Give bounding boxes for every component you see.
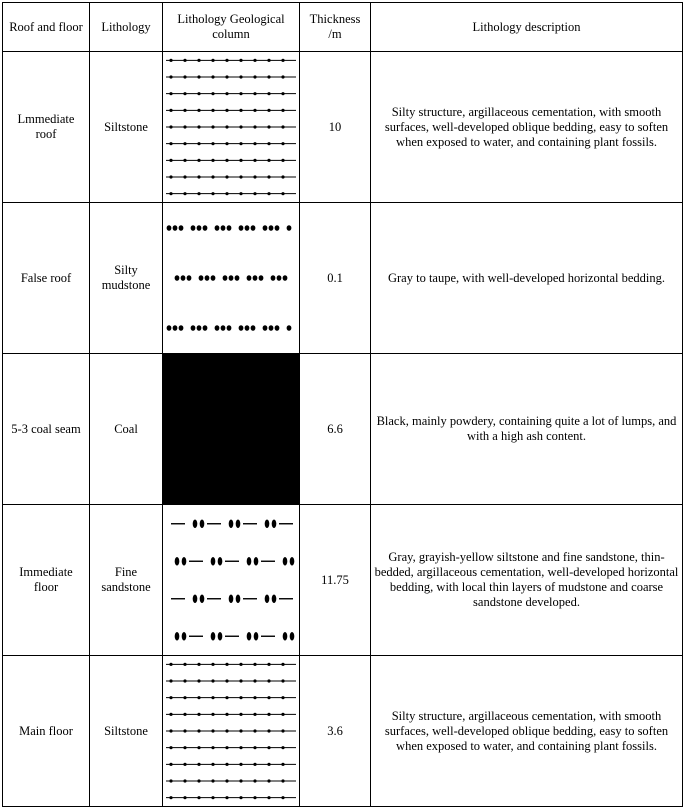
mudstone-dot — [191, 225, 196, 231]
siltstone-dot — [211, 679, 214, 682]
siltstone-dot — [225, 59, 228, 62]
siltstone-dot — [253, 125, 256, 128]
siltstone-dot — [281, 142, 284, 145]
roof-floor-cell: 5-3 coal seam — [3, 354, 90, 505]
siltstone-dot — [169, 175, 172, 178]
siltstone-dot — [225, 746, 228, 749]
siltstone-dot — [183, 142, 186, 145]
siltstone-dot — [211, 729, 214, 732]
siltstone-dot — [253, 92, 256, 95]
siltstone-dot — [211, 763, 214, 766]
siltstone-dot — [169, 59, 172, 62]
siltstone-dot — [267, 696, 270, 699]
siltstone-dot — [183, 713, 186, 716]
siltstone-dot — [267, 175, 270, 178]
description-cell: Silty structure, argillaceous cementation, with smooth surfaces, well-developed oblique bedding, easy to soften when exposed to water, and containing plant fossils. — [371, 52, 683, 203]
mudstone-dot — [227, 325, 232, 331]
siltstone-dot — [239, 679, 242, 682]
roof-floor-cell: Immediate floor — [3, 505, 90, 656]
siltstone-dot — [225, 92, 228, 95]
siltstone-dot — [211, 779, 214, 782]
siltstone-dot — [225, 109, 228, 112]
mudstone-dot — [199, 275, 204, 281]
siltstone-dot — [239, 746, 242, 749]
siltstone-dot — [281, 175, 284, 178]
siltstone-dot — [197, 175, 200, 178]
siltstone-dot — [239, 175, 242, 178]
mudstone-dot — [215, 225, 220, 231]
siltstone-dot — [197, 192, 200, 195]
sandstone-grain — [247, 632, 252, 641]
siltstone-dot — [197, 729, 200, 732]
siltstone-dot — [211, 796, 214, 799]
mudstone-dot — [259, 275, 264, 281]
siltstone-dot — [225, 729, 228, 732]
coal-pattern — [163, 354, 299, 504]
siltstone-dot — [267, 159, 270, 162]
siltstone-dot — [267, 746, 270, 749]
sandstone-grain — [200, 594, 205, 603]
siltstone-dot — [211, 75, 214, 78]
geological-column-cell — [163, 52, 300, 203]
siltstone-dot — [197, 663, 200, 666]
header-row — [3, 3, 683, 52]
sandstone-grain — [247, 557, 252, 566]
siltstone-dot — [253, 729, 256, 732]
siltstone-dot — [225, 713, 228, 716]
thickness-cell: 11.75 — [300, 505, 371, 656]
mudstone-dot — [179, 225, 184, 231]
siltstone-dot — [169, 125, 172, 128]
sandstone-grain — [229, 519, 234, 528]
sandstone-grain — [182, 632, 187, 641]
header-description: Lithology description — [371, 3, 683, 52]
geological-column-cell — [163, 203, 300, 354]
siltstone-dot — [225, 159, 228, 162]
mudstone-dot — [197, 325, 202, 331]
mudstone-dot — [191, 325, 196, 331]
coal-fill — [163, 354, 299, 504]
siltstone-dot — [183, 679, 186, 682]
siltstone-dot — [169, 729, 172, 732]
siltstone-dot — [239, 75, 242, 78]
siltstone-dot — [267, 192, 270, 195]
siltstone-dot — [169, 746, 172, 749]
table-row — [3, 203, 683, 354]
siltstone-dot — [225, 175, 228, 178]
siltstone-dot — [183, 159, 186, 162]
sandstone-grain — [200, 519, 205, 528]
siltstone-dot — [211, 125, 214, 128]
mudstone-dot — [277, 275, 282, 281]
sandstone-grain — [229, 594, 234, 603]
sandstone-grain — [182, 557, 187, 566]
siltstone-dot — [239, 696, 242, 699]
mudstone-dot — [187, 275, 192, 281]
siltstone-dot — [267, 779, 270, 782]
thickness-cell: 3.6 — [300, 656, 371, 807]
sandstone-grain — [283, 557, 288, 566]
siltstone-dot — [253, 779, 256, 782]
siltstone-dot — [253, 796, 256, 799]
thickness-cell: 10 — [300, 52, 371, 203]
siltstone-dot — [281, 92, 284, 95]
lithology-table — [2, 2, 683, 807]
mudstone-dot — [173, 225, 178, 231]
geological-column-cell — [163, 656, 300, 807]
siltstone-dot — [225, 75, 228, 78]
siltstone-dot — [281, 679, 284, 682]
sandstone-grain — [254, 557, 259, 566]
mudstone-dot — [211, 275, 216, 281]
mudstone-dot — [173, 325, 178, 331]
sandstone-grain — [211, 632, 216, 641]
sandstone-grain — [265, 594, 270, 603]
mudstone-dot — [239, 225, 244, 231]
siltstone-dot — [169, 696, 172, 699]
siltstone-dot — [169, 796, 172, 799]
siltstone-dot — [169, 763, 172, 766]
siltstone-dot — [183, 763, 186, 766]
lithology-cell: Silty mudstone — [90, 203, 163, 354]
siltstone-dot — [225, 192, 228, 195]
siltstone-dot — [253, 763, 256, 766]
siltstone-dot — [197, 746, 200, 749]
mudstone-dot — [223, 275, 228, 281]
siltstone-dot — [267, 109, 270, 112]
siltstone-dot — [197, 125, 200, 128]
mudstone-dot — [215, 325, 220, 331]
fine-sandstone-pattern — [163, 505, 299, 655]
siltstone-dot — [281, 696, 284, 699]
mudstone-dot — [179, 325, 184, 331]
siltstone-dot — [211, 109, 214, 112]
siltstone-pattern — [163, 52, 299, 202]
mudstone-dot — [263, 325, 268, 331]
siltstone-dot — [225, 763, 228, 766]
siltstone-dot — [267, 75, 270, 78]
header-column: Lithology Geological column — [163, 3, 300, 52]
sandstone-grain — [218, 632, 223, 641]
header-roof-floor: Roof and floor — [3, 3, 90, 52]
mudstone-dot — [275, 225, 280, 231]
mudstone-dot — [275, 325, 280, 331]
thickness-cell: 0.1 — [300, 203, 371, 354]
siltstone-dot — [239, 142, 242, 145]
siltstone-dot — [169, 663, 172, 666]
siltstone-dot — [169, 159, 172, 162]
siltstone-dot — [239, 125, 242, 128]
mudstone-dot — [245, 225, 250, 231]
siltstone-dot — [267, 679, 270, 682]
description-cell: Gray, grayish-yellow siltstone and fine sandstone, thin-bedded, argillaceous cementation, well-developed horizontal bedding, with local thin layers of mudstone and coarse sandstone developed. — [371, 505, 683, 656]
description-cell: Silty structure, argillaceous cementation, with smooth surfaces, well-developed oblique bedding, easy to soften when exposed to water, and containing plant fossils. — [371, 656, 683, 807]
siltstone-dot — [239, 763, 242, 766]
siltstone-dot — [169, 75, 172, 78]
siltstone-dot — [267, 713, 270, 716]
siltstone-dot — [239, 59, 242, 62]
geological-column-cell — [163, 354, 300, 505]
mudstone-dot — [263, 225, 268, 231]
siltstone-dot — [239, 663, 242, 666]
siltstone-dot — [253, 159, 256, 162]
thickness-cell: 6.6 — [300, 354, 371, 505]
siltstone-dot — [183, 109, 186, 112]
siltstone-dot — [267, 729, 270, 732]
siltstone-dot — [281, 125, 284, 128]
siltstone-dot — [281, 75, 284, 78]
sandstone-grain — [265, 519, 270, 528]
siltstone-dot — [267, 763, 270, 766]
siltstone-dot — [183, 92, 186, 95]
mudstone-dot — [239, 325, 244, 331]
description-cell: Gray to taupe, with well-developed horizontal bedding. — [371, 203, 683, 354]
mudstone-dot — [269, 325, 274, 331]
siltstone-dot — [267, 142, 270, 145]
sandstone-grain — [175, 632, 180, 641]
siltstone-dot — [239, 192, 242, 195]
mudstone-dot — [167, 325, 172, 331]
mudstone-dot — [221, 325, 226, 331]
mudstone-dot — [235, 275, 240, 281]
siltstone-dot — [281, 729, 284, 732]
siltstone-dot — [183, 125, 186, 128]
siltstone-dot — [267, 59, 270, 62]
siltstone-dot — [211, 663, 214, 666]
siltstone-dot — [281, 779, 284, 782]
siltstone-dot — [253, 75, 256, 78]
siltstone-dot — [169, 142, 172, 145]
siltstone-dot — [253, 713, 256, 716]
siltstone-dot — [197, 142, 200, 145]
mudstone-dot — [203, 325, 208, 331]
sandstone-grain — [290, 632, 295, 641]
geological-column-cell — [163, 505, 300, 656]
table-row — [3, 52, 683, 203]
siltstone-dot — [225, 796, 228, 799]
siltstone-dot — [253, 109, 256, 112]
siltstone-dot — [239, 796, 242, 799]
mudstone-dot — [287, 325, 292, 331]
mudstone-dot — [227, 225, 232, 231]
mudstone-dot — [245, 325, 250, 331]
mudstone-dot — [205, 275, 210, 281]
mudstone-dot — [287, 225, 292, 231]
mudstone-dot — [283, 275, 288, 281]
siltstone-dot — [225, 663, 228, 666]
siltstone-dot — [239, 92, 242, 95]
siltstone-dot — [183, 663, 186, 666]
siltstone-dot — [169, 679, 172, 682]
sandstone-grain — [175, 557, 180, 566]
siltstone-dot — [281, 713, 284, 716]
mudstone-dot — [197, 225, 202, 231]
siltstone-dot — [281, 763, 284, 766]
siltstone-dot — [253, 142, 256, 145]
sandstone-grain — [254, 632, 259, 641]
lithology-cell: Siltstone — [90, 52, 163, 203]
sandstone-grain — [218, 557, 223, 566]
siltstone-dot — [211, 746, 214, 749]
siltstone-dot — [211, 142, 214, 145]
siltstone-dot — [253, 175, 256, 178]
mudstone-dot — [269, 225, 274, 231]
mudstone-dot — [181, 275, 186, 281]
siltstone-dot — [211, 175, 214, 178]
siltstone-dot — [211, 713, 214, 716]
siltstone-dot — [281, 109, 284, 112]
mudstone-dot — [203, 225, 208, 231]
siltstone-dot — [183, 779, 186, 782]
sandstone-grain — [283, 632, 288, 641]
siltstone-dot — [281, 159, 284, 162]
lithology-cell: Coal — [90, 354, 163, 505]
siltstone-dot — [267, 92, 270, 95]
siltstone-dot — [281, 746, 284, 749]
mudstone-dot — [229, 275, 234, 281]
siltstone-dot — [197, 713, 200, 716]
mudstone-dot — [221, 225, 226, 231]
siltstone-dot — [197, 779, 200, 782]
siltstone-dot — [267, 796, 270, 799]
mudstone-dot — [175, 275, 180, 281]
mudstone-dot — [271, 275, 276, 281]
table-row — [3, 656, 683, 807]
siltstone-dot — [239, 713, 242, 716]
siltstone-dot — [197, 159, 200, 162]
siltstone-dot — [267, 663, 270, 666]
sandstone-grain — [193, 594, 198, 603]
siltstone-dot — [183, 75, 186, 78]
siltstone-dot — [169, 92, 172, 95]
siltstone-dot — [197, 92, 200, 95]
table-row — [3, 505, 683, 656]
siltstone-dot — [267, 125, 270, 128]
mudstone-dot — [251, 325, 256, 331]
siltstone-dot — [211, 192, 214, 195]
siltstone-dot — [281, 192, 284, 195]
siltstone-dot — [239, 159, 242, 162]
sandstone-grain — [236, 594, 241, 603]
mudstone-dot — [253, 275, 258, 281]
siltstone-dot — [253, 59, 256, 62]
siltstone-dot — [197, 796, 200, 799]
header-lithology: Lithology — [90, 3, 163, 52]
mudstone-dot — [247, 275, 252, 281]
siltstone-dot — [169, 779, 172, 782]
siltstone-dot — [253, 192, 256, 195]
siltstone-dot — [281, 59, 284, 62]
siltstone-dot — [169, 192, 172, 195]
siltstone-dot — [225, 696, 228, 699]
siltstone-dot — [225, 125, 228, 128]
siltstone-dot — [183, 175, 186, 178]
siltstone-dot — [253, 696, 256, 699]
siltstone-dot — [281, 663, 284, 666]
siltstone-dot — [197, 696, 200, 699]
roof-floor-cell: Main floor — [3, 656, 90, 807]
siltstone-dot — [183, 192, 186, 195]
siltstone-dot — [253, 663, 256, 666]
siltstone-dot — [239, 779, 242, 782]
siltstone-dot — [211, 59, 214, 62]
siltstone-dot — [197, 59, 200, 62]
sandstone-grain — [236, 519, 241, 528]
siltstone-dot — [183, 696, 186, 699]
siltstone-dot — [253, 679, 256, 682]
description-cell: Black, mainly powdery, containing quite a lot of lumps, and with a high ash content. — [371, 354, 683, 505]
siltstone-dot — [225, 779, 228, 782]
siltstone-dot — [281, 796, 284, 799]
silty-mudstone-pattern — [163, 203, 299, 353]
siltstone-dot — [211, 92, 214, 95]
roof-floor-cell: False roof — [3, 203, 90, 354]
siltstone-dot — [239, 729, 242, 732]
header-thickness: Thickness /m — [300, 3, 371, 52]
roof-floor-cell: Lmmediate roof — [3, 52, 90, 203]
lithology-cell: Siltstone — [90, 656, 163, 807]
mudstone-dot — [251, 225, 256, 231]
lithology-cell: Fine sandstone — [90, 505, 163, 656]
table-row — [3, 354, 683, 505]
siltstone-dot — [169, 109, 172, 112]
siltstone-dot — [211, 696, 214, 699]
sandstone-grain — [193, 519, 198, 528]
siltstone-dot — [197, 679, 200, 682]
siltstone-dot — [183, 746, 186, 749]
siltstone-dot — [225, 142, 228, 145]
sandstone-grain — [272, 519, 277, 528]
sandstone-grain — [272, 594, 277, 603]
siltstone-dot — [197, 75, 200, 78]
sandstone-grain — [290, 557, 295, 566]
siltstone-dot — [211, 159, 214, 162]
siltstone-dot — [197, 109, 200, 112]
siltstone-dot — [183, 59, 186, 62]
mudstone-dot — [167, 225, 172, 231]
siltstone-dot — [239, 109, 242, 112]
siltstone-dot — [197, 763, 200, 766]
siltstone-dot — [253, 746, 256, 749]
sandstone-grain — [211, 557, 216, 566]
siltstone-dot — [183, 796, 186, 799]
siltstone-pattern — [163, 656, 299, 806]
siltstone-dot — [169, 713, 172, 716]
siltstone-dot — [225, 679, 228, 682]
siltstone-dot — [183, 729, 186, 732]
